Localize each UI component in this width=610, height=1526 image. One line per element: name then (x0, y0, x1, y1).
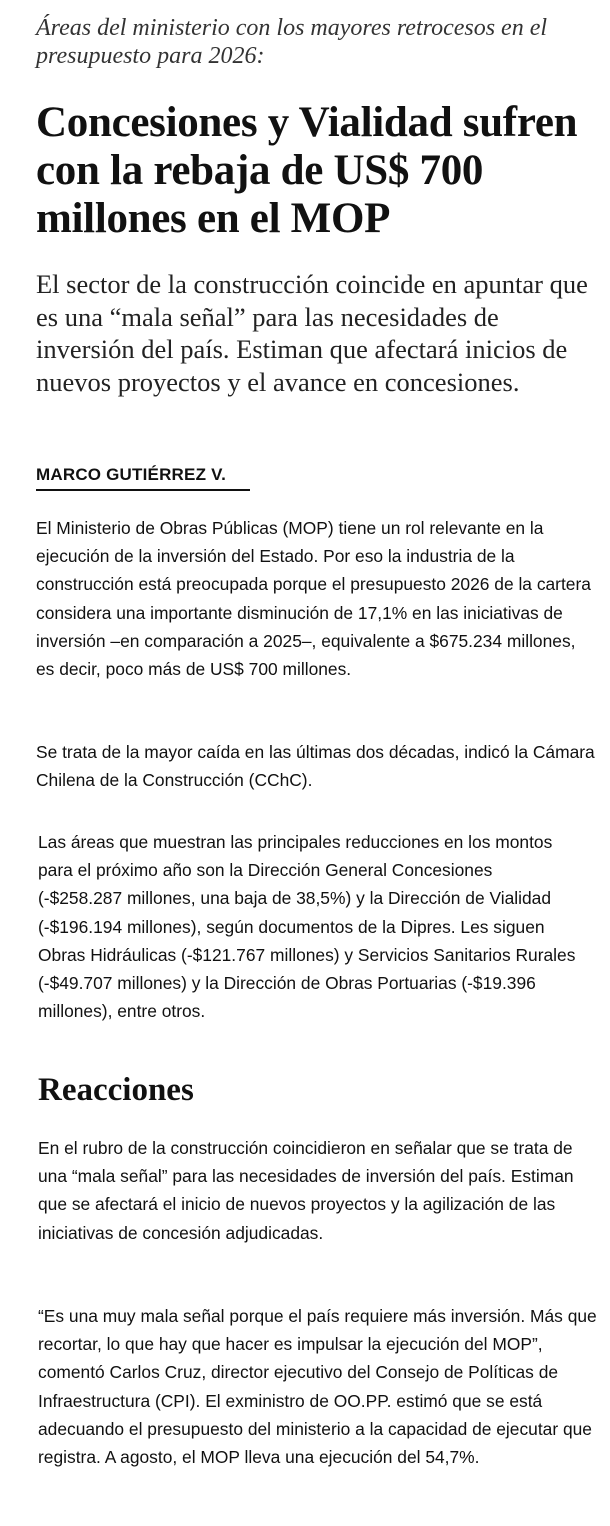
section-paragraph-2: “Es una muy mala señal porque el país requiere más inversión. Más que recortar, lo que hay que hacer es impulsar la ejecución del MOP”, comentó Carlos Cruz, director ejecutivo del Consejo de Políticas de Infraestructura (CPI). El exministro de OO.PP. estimó que se está adecuando el presupuesto del ministerio a la capacidad de ejecutar que registra. A agosto, el MOP lleva una ejecución del 54,7%. (38, 1306, 597, 1468)
body-paragraph-2: Se trata de la mayor caída en las últimas dos décadas, indicó la Cámara Chilena de la Construcción (CChC). (36, 742, 595, 791)
section-paragraph-1: En el rubro de la construcción coincidieron en señalar que se trata de una “mala señal” para las necesidades de inversión del país. Estiman que se afectará el inicio de nuevos proyectos y la agilización de las iniciativas de concesión adjudicadas. (38, 1138, 574, 1243)
section-title-reacciones: Reacciones (38, 1072, 194, 1108)
body-paragraph-1: El Ministerio de Obras Públicas (MOP) tiene un rol relevante en la ejecución de la inversión del Estado. Por eso la industria de la construcción está preocupada porque el presupuesto 2026 de la cartera considera una importante disminución de 17,1% en las iniciativas de inversión –en comparación a 2025–, equivalente a $675.234 millones, es decir, poco más de US$ 700 millones. (36, 518, 591, 680)
body-paragraph-3: Las áreas que muestran las principales reducciones en los montos para el próximo año son la Dirección General Concesiones (-$258.287 millones, una baja de 38,5%) y la Dirección de Vialidad (-$196.194 millones), según documentos de la Dipres. Les siguen Obras Hidráulicas (-$121.767 millones) y Servicios Sanitarios Rurales (-$49.707 millones) y la Dirección de Obras Portuarias (-$19.396 millones), entre otros. (38, 832, 576, 1022)
byline-underline (36, 489, 250, 491)
article-headline: Concesiones y Vialidad sufren con la rebaja de US$ 700 millones en el MOP (36, 99, 578, 242)
article-dek: El sector de la construcción coincide en apuntar que es una “mala señal” para las necesidades de inversión del país. Estiman que afectará inicios de nuevos proyectos y el avance en concesiones. (36, 269, 588, 397)
article-kicker: Áreas del ministerio con los mayores retrocesos en el presupuesto para 2026: (36, 15, 548, 69)
author-byline-link[interactable]: MARCO GUTIÉRREZ V. (36, 465, 226, 484)
